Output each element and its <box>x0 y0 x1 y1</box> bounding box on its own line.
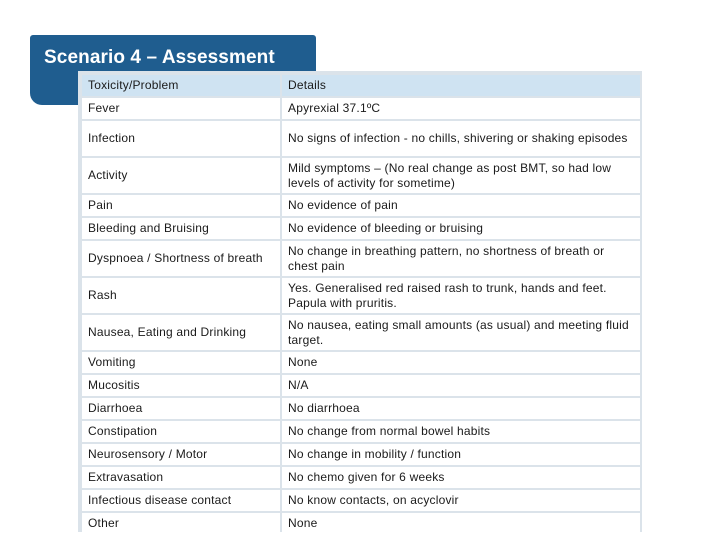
details-cell: No evidence of pain <box>282 195 640 216</box>
problem-cell: Mucositis <box>82 375 280 396</box>
table-row <box>82 241 640 276</box>
problem-cell: Extravasation <box>82 467 280 488</box>
assessment-table-frame <box>78 71 642 532</box>
problem-cell: Pain <box>82 195 280 216</box>
details-cell: No know contacts, on acyclovir <box>282 490 640 511</box>
details-cell: No evidence of bleeding or bruising <box>282 218 640 239</box>
table-row <box>82 121 640 156</box>
problem-cell: Rash <box>82 278 280 313</box>
details-cell: No chemo given for 6 weeks <box>282 467 640 488</box>
table-row <box>82 398 640 419</box>
details-cell: Mild symptoms – (No real change as post BMT, so had low levels of activity for sometime) <box>282 158 640 193</box>
details-cell: None <box>282 513 640 534</box>
details-cell: None <box>282 352 640 373</box>
problem-cell: Fever <box>82 98 280 119</box>
problem-cell: Other <box>82 513 280 534</box>
table-row <box>82 421 640 442</box>
problem-cell: Bleeding and Bruising <box>82 218 280 239</box>
details-cell: No signs of infection - no chills, shivering or shaking episodes <box>282 121 640 156</box>
table-row <box>82 513 640 534</box>
table-row <box>82 158 640 193</box>
details-cell: No diarrhoea <box>282 398 640 419</box>
details-cell: N/A <box>282 375 640 396</box>
details-cell: No change in mobility / function <box>282 444 640 465</box>
table-row <box>82 352 640 373</box>
details-cell: No change from normal bowel habits <box>282 421 640 442</box>
column-header-details: Details <box>282 75 640 96</box>
details-cell: Apyrexial 37.1ºC <box>282 98 640 119</box>
table-row <box>82 98 640 119</box>
table-row <box>82 490 640 511</box>
assessment-table <box>80 73 642 536</box>
slide-title: Scenario 4 – Assessment <box>44 47 275 68</box>
problem-cell: Infectious disease contact <box>82 490 280 511</box>
problem-cell: Vomiting <box>82 352 280 373</box>
details-cell: No change in breathing pattern, no shortness of breath or chest pain <box>282 241 640 276</box>
table-row <box>82 218 640 239</box>
table-row <box>82 315 640 350</box>
problem-cell: Nausea, Eating and Drinking <box>82 315 280 350</box>
table-row <box>82 375 640 396</box>
table-row <box>82 467 640 488</box>
table-row <box>82 195 640 216</box>
problem-cell: Infection <box>82 121 280 156</box>
table-row <box>82 278 640 313</box>
details-cell: No nausea, eating small amounts (as usual) and meeting fluid target. <box>282 315 640 350</box>
table-row <box>82 444 640 465</box>
column-header-problem: Toxicity/Problem <box>82 75 280 96</box>
problem-cell: Dyspnoea / Shortness of breath <box>82 241 280 276</box>
problem-cell: Constipation <box>82 421 280 442</box>
problem-cell: Neurosensory / Motor <box>82 444 280 465</box>
problem-cell: Activity <box>82 158 280 193</box>
table-header-row <box>82 75 640 96</box>
problem-cell: Diarrhoea <box>82 398 280 419</box>
details-cell: Yes. Generalised red raised rash to trunk, hands and feet. Papula with pruritis. <box>282 278 640 313</box>
